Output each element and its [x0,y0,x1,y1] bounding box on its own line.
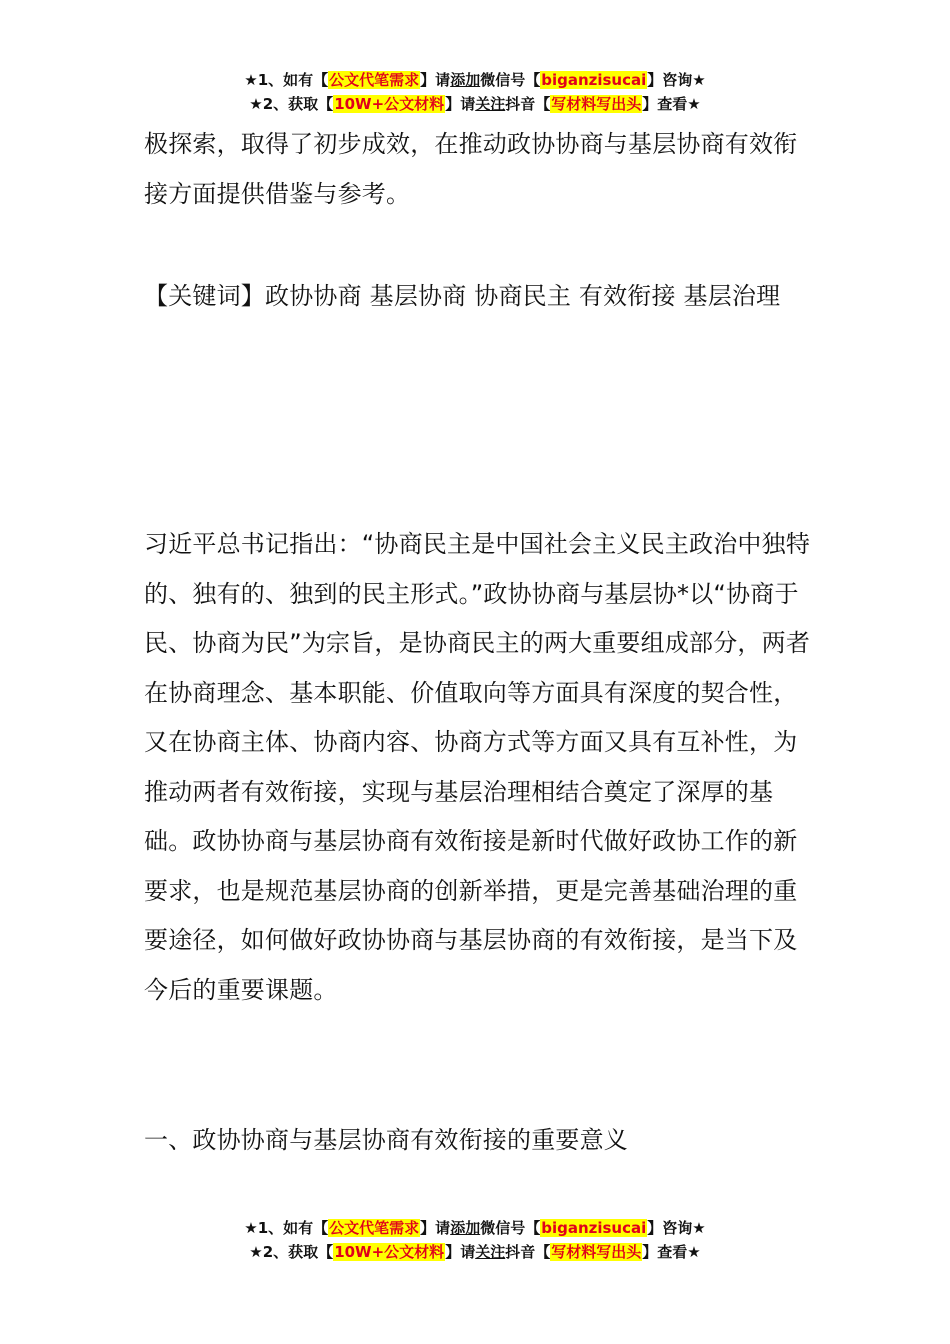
banner-line-2 [0,92,950,116]
banner-text: 】咨询★ [647,1219,706,1237]
banner-text: ★1、如有【 [244,71,329,89]
banner-line-2 [0,1240,950,1264]
keywords-paragraph: 【关键词】政协协商 基层协商 协商民主 有效衔接 基层治理 [144,282,781,310]
underlined-text: 关注 [475,1243,506,1261]
banner-text: 】查看★ [642,95,701,113]
header-banner [0,68,950,116]
banner-text: ★2、获取【 [249,95,334,113]
highlight-wechat-id: biganzisucai [541,1219,647,1237]
banner-text: 】请 [420,71,451,89]
banner-line-1 [0,68,950,92]
banner-text: 微信号【 [480,1219,541,1237]
highlight-service: 公文代笔需求 [329,1219,420,1237]
banner-text: 抖音【 [505,1243,551,1261]
underlined-text: 添加 [450,1219,481,1237]
underlined-text: 添加 [450,71,481,89]
banner-text: 微信号【 [480,71,541,89]
banner-text: 】请 [420,1219,451,1237]
banner-text: 】请 [445,95,476,113]
highlight-materials: 10W+公文材料 [334,95,445,113]
banner-text: 抖音【 [505,95,551,113]
banner-text: 】请 [445,1243,476,1261]
highlight-wechat-id: biganzisucai [541,71,647,89]
paragraph-main: 习近平总书记指出：“协商民主是中国社会主义民主政治中独特的、独有的、独到的民主形式。”政协协商与基层协*以“协商于民、协商为民”为宗旨，是协商民主的两大重要组成部分，两者在协商理念、基本职能、价值取向等方面具有深度的契合性，又在协商主体、协商内容、协商方式等方面又具有互补性，为推动两者有效衔接，实现与基层治理相结合奠定了深厚的基础。政协协商与基层协商有效衔接是新时代做好政协工作的新要求，也是规范基层协商的创新举措，更是完善基础治理的重要途径，如何做好政协协商与基层协商的有效衔接，是当下及今后的重要课题。 [144,530,811,1004]
banner-line-1 [0,1216,950,1240]
banner-text: 】咨询★ [647,71,706,89]
banner-text: ★2、获取【 [249,1243,334,1261]
highlight-douyin: 写材料写出头 [551,95,642,113]
paragraph-intro-tail: 极探索，取得了初步成效，在推动政协协商与基层协商有效衔接方面提供借鉴与参考。 [144,130,798,208]
highlight-materials: 10W+公文材料 [334,1243,445,1261]
underlined-text: 关注 [475,95,506,113]
footer-banner [0,1216,950,1264]
section-heading: 一、政协协商与基层协商有效衔接的重要意义 [144,1126,628,1154]
highlight-service: 公文代笔需求 [329,71,420,89]
banner-text: 】查看★ [642,1243,701,1261]
highlight-douyin: 写材料写出头 [551,1243,642,1261]
banner-text: ★1、如有【 [244,1219,329,1237]
